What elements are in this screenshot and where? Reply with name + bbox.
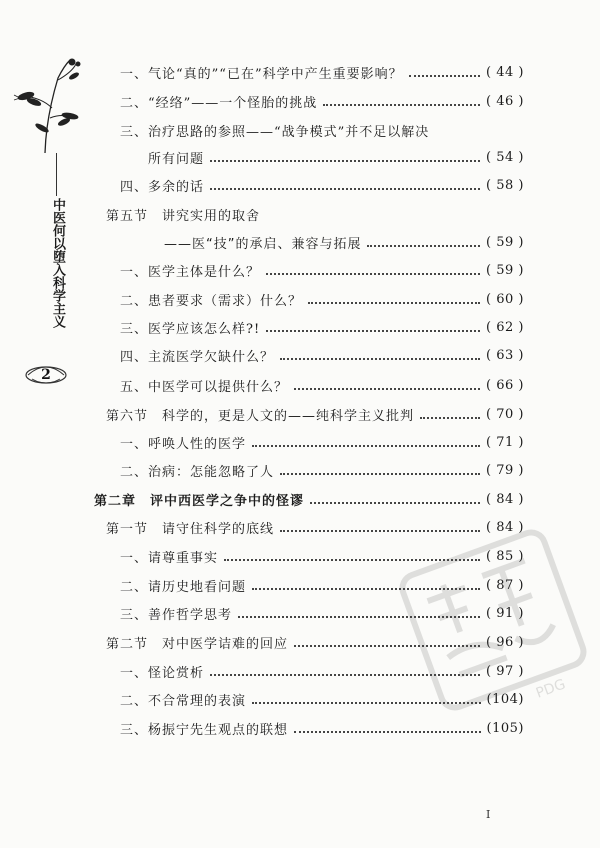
toc-row[interactable] <box>148 145 524 169</box>
toc-label: 四、多余的话 <box>120 179 205 195</box>
dot-leader <box>420 415 480 419</box>
toc-label: 第五节 讲究实用的取舍 <box>106 208 261 224</box>
toc-page: ( 85 ) <box>486 548 524 564</box>
toc-page: ( 54 ) <box>486 149 524 165</box>
toc-row[interactable] <box>120 258 524 282</box>
toc-row[interactable] <box>106 202 524 226</box>
toc-page: ( 63 ) <box>486 347 524 363</box>
toc-label: 第一节 请守住科学的底线 <box>106 521 275 537</box>
toc-label: 四、主流医学欠缺什么？ <box>120 349 275 365</box>
toc-page: ( 84 ) <box>486 491 524 507</box>
toc-page: ( 44 ) <box>486 64 524 80</box>
plant-icon <box>12 58 92 158</box>
dot-leader <box>308 300 480 304</box>
toc-row[interactable] <box>120 89 524 113</box>
dot-leader <box>252 443 480 447</box>
toc-label: 三、医学应该怎么样?! <box>120 321 261 337</box>
toc-page: ( 62 ) <box>486 319 524 335</box>
watermark-text: PDG <box>533 676 568 702</box>
toc-page: ( 59 ) <box>486 234 524 250</box>
toc-page: ( 70 ) <box>486 406 524 422</box>
toc-label: 五、中医学可以提供什么？ <box>120 379 289 395</box>
toc-row[interactable] <box>94 487 524 511</box>
toc-row[interactable] <box>120 315 524 339</box>
toc-page: ( 79 ) <box>486 462 524 478</box>
toc-label: 一、怪论赏析 <box>120 665 205 681</box>
toc-page: ( 58 ) <box>486 177 524 193</box>
toc-label: 二、请历史地看问题 <box>120 579 247 595</box>
dot-leader <box>310 500 480 504</box>
side-decoration <box>12 58 92 398</box>
toc-row[interactable] <box>120 458 524 482</box>
toc-row[interactable] <box>120 287 524 311</box>
toc-label: 所有问题 <box>148 151 205 167</box>
toc-row[interactable] <box>120 118 524 142</box>
dot-leader <box>294 729 481 733</box>
dot-leader <box>294 386 480 390</box>
dot-leader <box>280 356 480 360</box>
toc-label: 二、“经络”——一个怪胎的挑战 <box>120 95 318 111</box>
toc-label: 第二章 评中西医学之争中的怪谬 <box>94 493 305 509</box>
toc-row[interactable] <box>164 230 524 254</box>
dot-leader <box>323 102 480 106</box>
toc-row[interactable] <box>120 60 524 84</box>
dot-leader <box>266 328 480 332</box>
toc-label: ——医“技”的承启、兼容与拓展 <box>164 236 362 252</box>
toc-label: 一、气论“真的”“已在”科学中产生重要影响？ <box>120 66 403 82</box>
toc-label: 第二节 对中医学诘难的回应 <box>106 636 289 652</box>
toc-label: 第六节 科学的，更是人文的——纯科学主义批判 <box>106 408 415 424</box>
page-number-ornament <box>22 355 70 389</box>
toc-label: 三、治疗思路的参照——“战争模式”并不足以解决 <box>120 124 430 140</box>
dot-leader <box>280 471 480 475</box>
toc-label: 一、请尊重事实 <box>120 550 219 566</box>
page-number: 2 <box>41 367 51 383</box>
toc-page: ( 46 ) <box>486 93 524 109</box>
watermark-seal <box>398 520 588 720</box>
toc-page: ( 71 ) <box>486 434 524 450</box>
toc-row[interactable] <box>120 430 524 454</box>
toc-label: 二、患者要求（需求）什么？ <box>120 293 303 309</box>
toc-page: ( 91 ) <box>486 605 524 621</box>
toc-row[interactable] <box>120 343 524 367</box>
toc-page: ( 66 ) <box>486 377 524 393</box>
toc-page: ( 87 ) <box>486 577 524 593</box>
toc-row[interactable] <box>106 402 524 426</box>
dot-leader <box>210 186 480 190</box>
toc-page: ( 84 ) <box>486 519 524 535</box>
toc-row[interactable] <box>120 373 524 397</box>
toc-page: ( 60 ) <box>486 291 524 307</box>
toc-label: 三、善作哲学思考 <box>120 607 233 623</box>
toc-label: 二、治病：怎能忽略了人 <box>120 464 275 480</box>
toc-page: ( 97 ) <box>486 663 524 679</box>
toc-row[interactable] <box>120 173 524 197</box>
toc-page: (104) <box>486 691 524 707</box>
toc-label: 一、呼唤人性的医学 <box>120 436 247 452</box>
footer-page-mark: I <box>486 808 491 821</box>
toc-page: (105) <box>486 720 524 736</box>
toc-page: ( 96 ) <box>486 634 524 650</box>
toc-label: 三、杨振宁先生观点的联想 <box>120 722 289 738</box>
side-rule <box>56 153 57 196</box>
toc-page: ( 59 ) <box>486 262 524 278</box>
dot-leader <box>210 158 480 162</box>
dot-leader <box>367 243 480 247</box>
dot-leader <box>409 73 480 77</box>
side-title: 中医何以堕入科学主义 <box>50 198 65 328</box>
dot-leader <box>266 271 480 275</box>
toc-label: 二、不合常理的表演 <box>120 693 247 709</box>
toc-label: 一、医学主体是什么？ <box>120 264 261 280</box>
